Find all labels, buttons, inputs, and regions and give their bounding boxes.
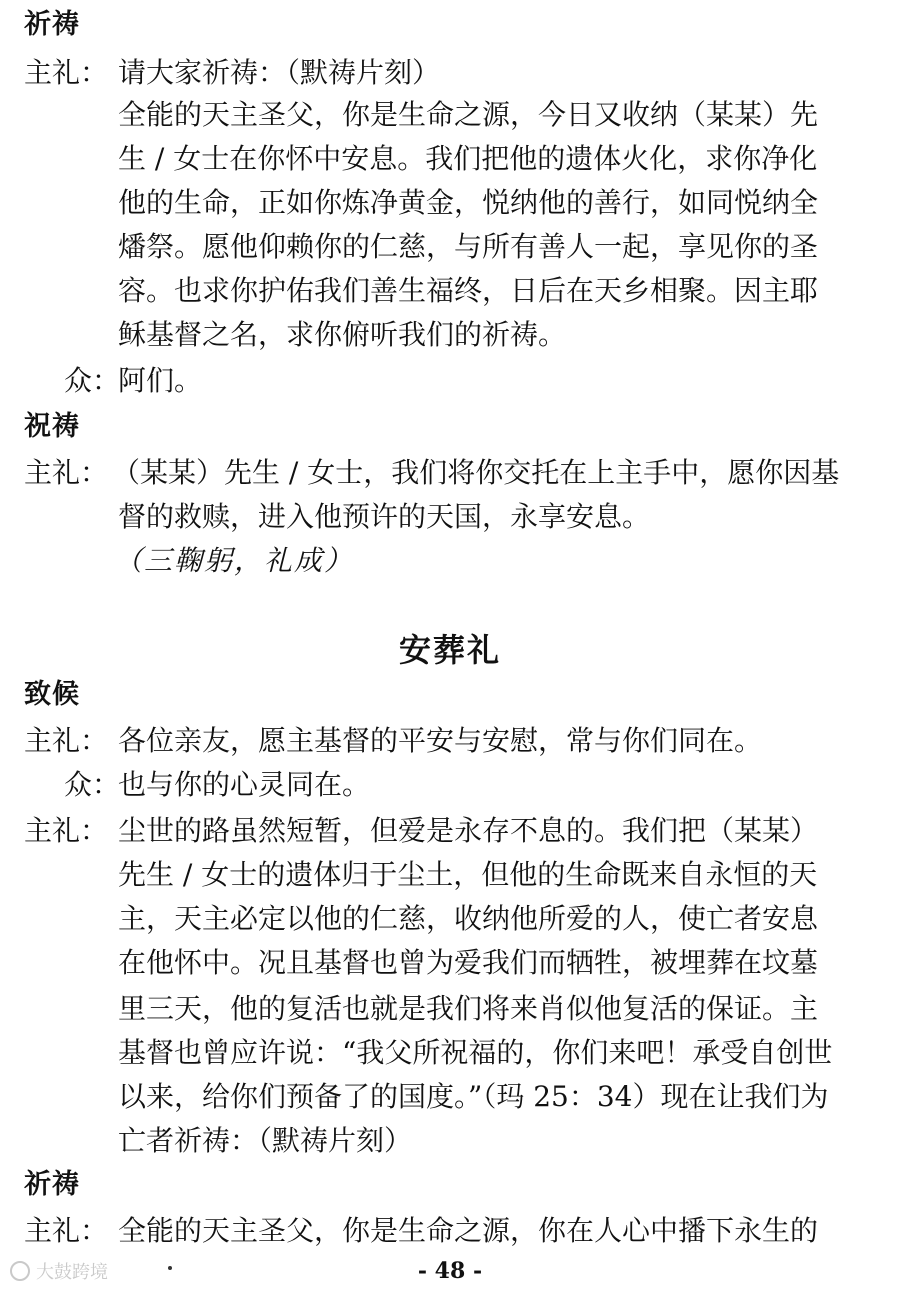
greeting-line: 各位亲友，愿主基督的平安与安慰，常与你们同在。	[118, 724, 763, 757]
people-response: 阿们。	[118, 364, 203, 397]
burial-rite-title: 安葬礼	[398, 631, 501, 669]
section-heading-prayer: 祈祷	[24, 1169, 80, 1200]
address-line: 先生 / 女士的遗体归于尘土，但他的生命既来自永恒的天	[118, 858, 818, 891]
address-line: 尘世的路虽然短暂，但爱是永存不息的。我们把（某某）	[118, 814, 819, 847]
address-line: 基督也曾应许说：“我父所祝福的，你们来吧！承受自创世	[118, 1036, 833, 1069]
section-heading-greeting: 致候	[24, 679, 80, 710]
speaker-label-people: 众：	[64, 364, 121, 397]
address-line: 主，天主必定以他的仁慈，收纳他所爱的人，使亡者安息	[118, 902, 819, 935]
address-line: 在他怀中。况且基督也曾为爱我们而牺牲，被埋葬在坟墓	[118, 946, 819, 979]
speaker-label-celebrant: 主礼：	[24, 456, 109, 489]
speaker-label-celebrant: 主礼：	[24, 56, 109, 89]
blessing-line: 督的救赎，进入他预许的天国，永享安息。	[118, 500, 651, 533]
speaker-label-celebrant: 主礼：	[24, 1214, 109, 1247]
address-line: 亡者祈祷：（默祷片刻）	[118, 1124, 413, 1157]
prayer-line: 燔祭。愿他仰赖你的仁慈，与所有善人一起，享见你的圣	[118, 230, 819, 263]
address-line: 以来，给你们预备了的国度。”（玛 25：34）现在让我们为	[118, 1080, 829, 1113]
speaker-label-celebrant: 主礼：	[24, 724, 109, 757]
prayer-line: 他的生命，正如你炼净黄金，悦纳他的善行，如同悦纳全	[118, 186, 819, 219]
section-heading-blessing: 祝祷	[24, 411, 80, 442]
prayer-line: 请大家祈祷：（默祷片刻）	[118, 56, 441, 89]
prayer-line: 全能的天主圣父，你是生命之源，你在人心中播下永生的	[118, 1214, 819, 1247]
speaker-label-celebrant: 主礼：	[24, 814, 109, 847]
blessing-line: （某某）先生 / 女士，我们将你交托在上主手中，愿你因基	[112, 456, 840, 489]
watermark-text: 大鼓跨境	[36, 1262, 108, 1283]
section-heading-prayer: 祈祷	[24, 9, 80, 40]
prayer-line: 稣基督之名，求你俯听我们的祈祷。	[118, 318, 567, 351]
prayer-line: 生 / 女士在你怀中安息。我们把他的遗体火化，求你净化	[118, 142, 818, 175]
prayer-line: 容。也求你护佑我们善生福终，日后在天乡相聚。因主耶	[118, 274, 819, 307]
speaker-label-people: 众：	[64, 768, 121, 801]
rubric-note: （三鞠躬，礼成）	[114, 544, 355, 577]
page-number: - 48 -	[417, 1258, 483, 1284]
prayer-line: 全能的天主圣父，你是生命之源，今日又收纳（某某）先	[118, 98, 819, 131]
address-line: 里三天，他的复活也就是我们将来肖似他复活的保证。主	[118, 992, 819, 1025]
people-response: 也与你的心灵同在。	[118, 768, 371, 801]
